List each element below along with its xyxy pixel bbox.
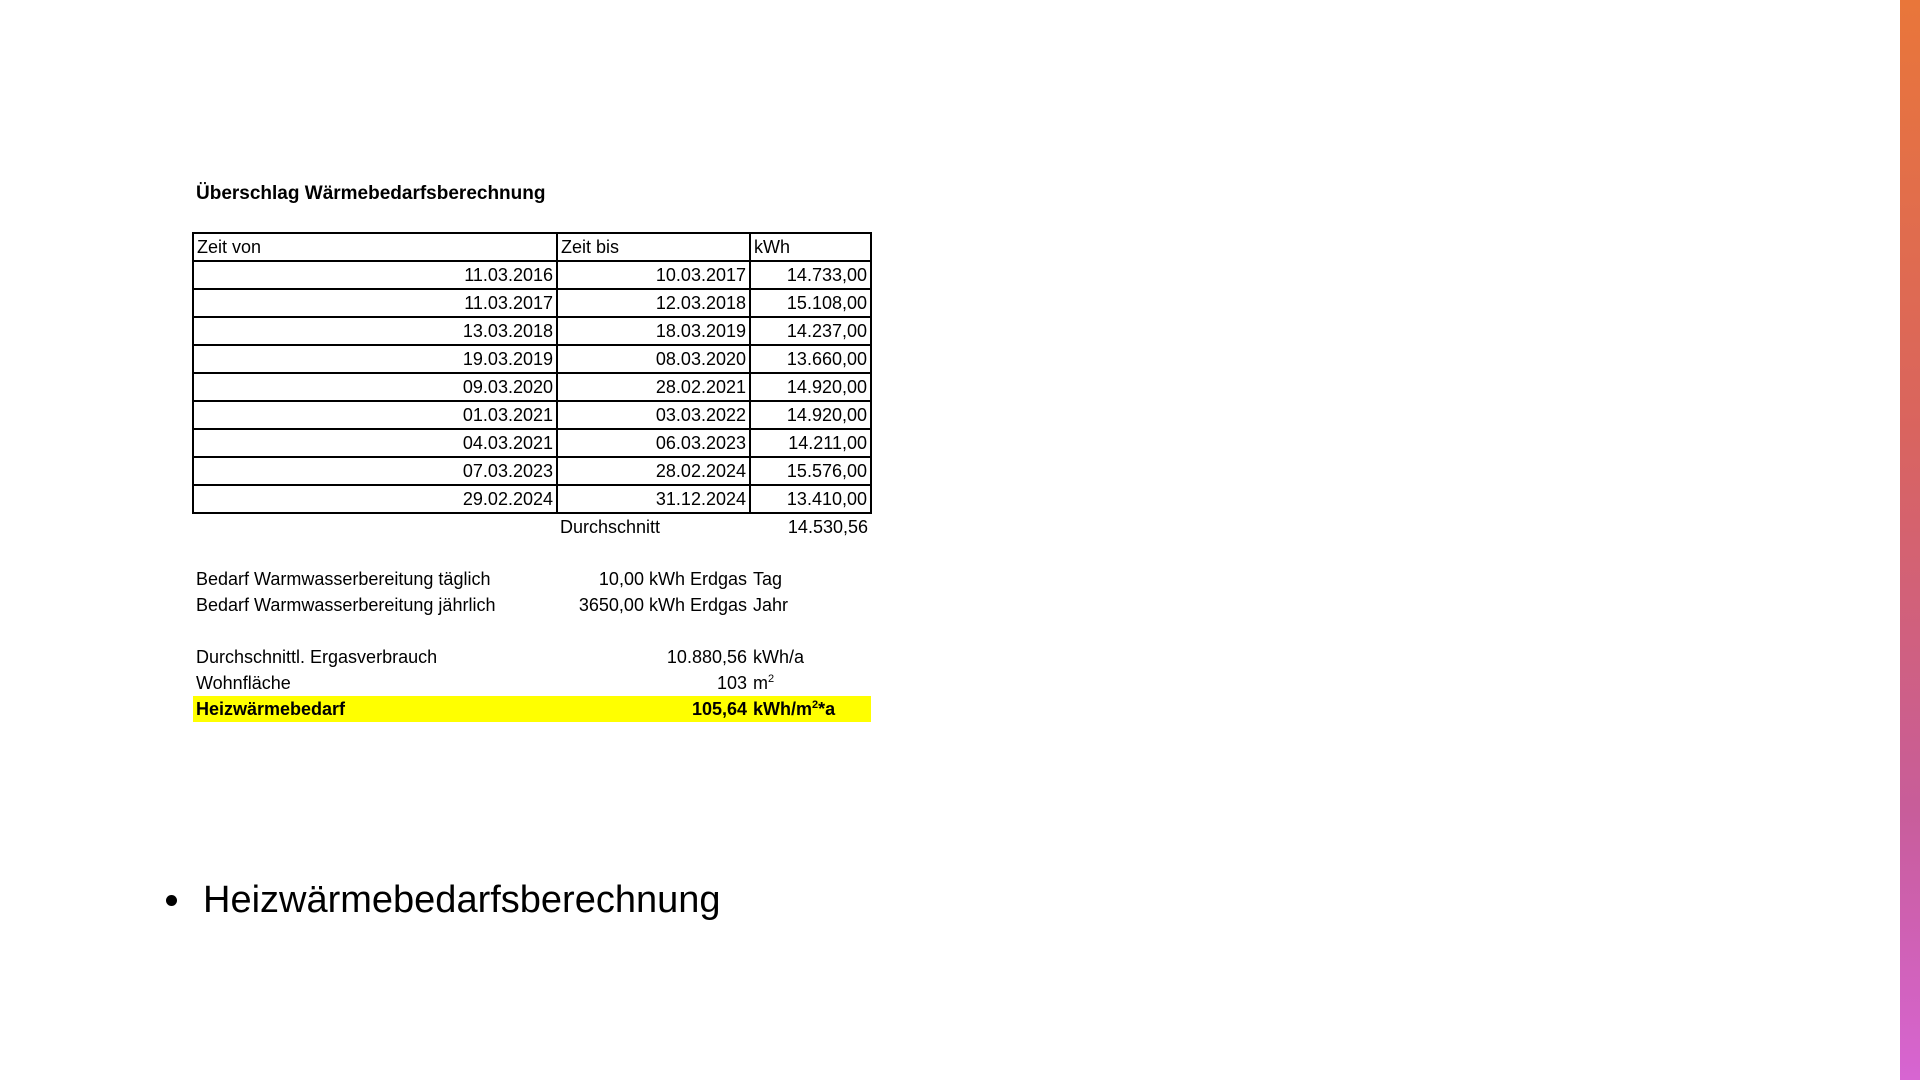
bullet-item	[166, 872, 721, 928]
cell-kwh: 14.211,00	[750, 429, 871, 457]
ww-daily-value: 10,00 kWh Erdgas	[598, 569, 747, 589]
area-label: Wohnfläche	[196, 673, 291, 693]
table-row	[193, 485, 871, 513]
cell-from: 11.03.2016	[193, 261, 557, 289]
cell-to: 06.03.2023	[557, 429, 750, 457]
table-row	[193, 429, 871, 457]
gas-unit: kWh/a	[753, 647, 805, 667]
spreadsheet-excerpt	[192, 180, 872, 722]
heat-demand-unit	[750, 696, 871, 722]
header-zeit-von: Zeit von	[193, 233, 557, 261]
ww-yearly-row	[193, 592, 871, 618]
gas-value: 10.880,56	[666, 647, 747, 667]
heat-demand-value: 105,64	[557, 696, 750, 722]
cell-to: 03.03.2022	[557, 401, 750, 429]
cell-from: 04.03.2021	[193, 429, 557, 457]
cell-to: 28.02.2024	[557, 457, 750, 485]
cell-from: 13.03.2018	[193, 317, 557, 345]
cell-from: 09.03.2020	[193, 373, 557, 401]
gas-row	[193, 644, 871, 670]
table-row	[193, 457, 871, 485]
cell-kwh: 13.660,00	[750, 345, 871, 373]
cell-to: 08.03.2020	[557, 345, 750, 373]
consumption-table	[192, 232, 872, 722]
cell-kwh: 14.920,00	[750, 373, 871, 401]
cell-kwh: 14.733,00	[750, 261, 871, 289]
area-unit	[750, 670, 871, 696]
heat-unit-suffix: *a	[818, 699, 836, 719]
cell-to: 18.03.2019	[557, 317, 750, 345]
average-row	[193, 513, 871, 540]
ww-yearly-unit: Jahr	[753, 595, 789, 615]
cell-to: 10.03.2017	[557, 261, 750, 289]
bullet-dot-icon	[166, 895, 177, 906]
heat-unit-base: kWh/m	[753, 699, 813, 719]
cell-kwh: 14.237,00	[750, 317, 871, 345]
table-row	[193, 289, 871, 317]
cell-from: 11.03.2017	[193, 289, 557, 317]
table-row	[193, 261, 871, 289]
header-kwh: kWh	[750, 233, 871, 261]
cell-to: 31.12.2024	[557, 485, 750, 513]
average-label: Durchschnitt	[560, 517, 661, 537]
ww-daily-row	[193, 566, 871, 592]
table-row	[193, 401, 871, 429]
cell-to: 12.03.2018	[557, 289, 750, 317]
heat-unit-exponent: 2	[812, 699, 819, 711]
cell-kwh: 14.920,00	[750, 401, 871, 429]
area-unit-exponent: 2	[768, 673, 775, 685]
bullet-text: Heizwärmebedarfsberechnung	[203, 879, 721, 921]
cell-from: 29.02.2024	[193, 485, 557, 513]
cell-to: 28.02.2021	[557, 373, 750, 401]
cell-from: 01.03.2021	[193, 401, 557, 429]
cell-from: 07.03.2023	[193, 457, 557, 485]
table-row	[193, 373, 871, 401]
area-row	[193, 670, 871, 696]
ww-daily-label: Bedarf Warmwasserbereitung täglich	[196, 569, 491, 589]
sheet-title: Überschlag Wärmebedarfsberechnung	[196, 183, 546, 204]
table-row	[193, 317, 871, 345]
ww-yearly-value: 3650,00 kWh Erdgas	[578, 595, 747, 615]
accent-gradient-bar	[1900, 0, 1920, 1080]
cell-from: 19.03.2019	[193, 345, 557, 373]
area-unit-base: m	[753, 673, 768, 693]
ww-yearly-label: Bedarf Warmwasserbereitung jährlich	[196, 595, 496, 615]
ww-daily-unit: Tag	[753, 569, 783, 589]
cell-kwh: 13.410,00	[750, 485, 871, 513]
area-value: 103	[716, 673, 747, 693]
cell-kwh: 15.108,00	[750, 289, 871, 317]
heat-demand-row	[193, 696, 871, 722]
header-zeit-bis: Zeit bis	[557, 233, 750, 261]
cell-kwh: 15.576,00	[750, 457, 871, 485]
heat-demand-label: Heizwärmebedarf	[193, 696, 557, 722]
average-value: 14.530,56	[787, 517, 868, 537]
gas-label: Durchschnittl. Ergasverbrauch	[196, 647, 438, 667]
table-row	[193, 345, 871, 373]
table-header-row	[193, 233, 871, 261]
